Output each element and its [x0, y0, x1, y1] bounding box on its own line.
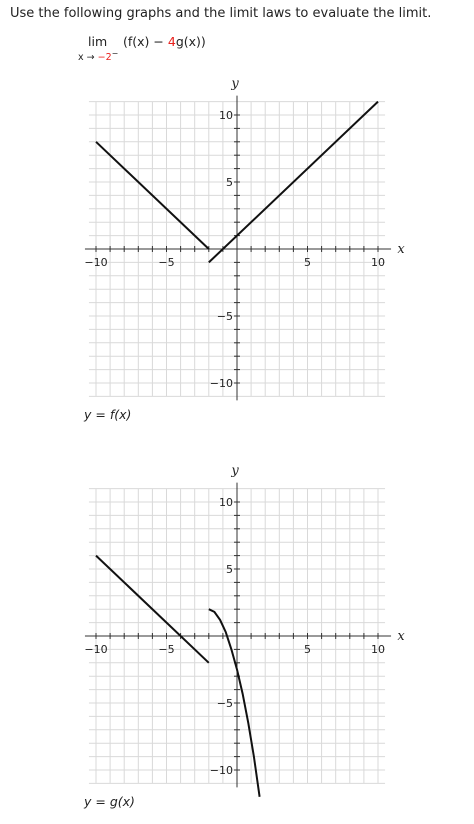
y-tick-label: −10 [209, 377, 233, 390]
x-tick-label: 5 [304, 643, 311, 656]
x-tick-label: −5 [158, 256, 175, 269]
expr-pre: (f(x) − [123, 34, 168, 49]
x-axis-label: x [397, 629, 405, 644]
limit-function [123, 34, 206, 49]
caption-f: y = f(x) [84, 407, 132, 422]
limit-word: lim [88, 34, 108, 49]
caption-g: y = g(x) [84, 794, 135, 809]
y-axis-label: y [231, 463, 239, 479]
y-tick-label: −10 [209, 764, 233, 777]
y-tick-label: 5 [226, 563, 233, 576]
approach-value: −2 [97, 52, 112, 64]
x-tick-label: −5 [158, 643, 175, 656]
y-tick-label: −5 [216, 310, 233, 323]
limit-approach [78, 49, 118, 63]
x-tick-label: −10 [84, 256, 108, 269]
approach-prefix: x → [78, 52, 98, 64]
y-tick-label: −5 [216, 697, 233, 710]
x-tick-label: 10 [371, 643, 385, 656]
approach-side: − [111, 49, 119, 58]
y-axis-label: y [231, 76, 239, 92]
x-tick-label: −10 [84, 643, 108, 656]
y-tick-label: 10 [219, 496, 233, 509]
x-tick-label: 10 [371, 256, 385, 269]
problem-prompt: Use the following graphs and the limit laws to evaluate the limit. [10, 6, 432, 21]
y-tick-label: 10 [219, 109, 233, 122]
x-tick-label: 5 [304, 256, 311, 269]
graph-g [0, 462, 474, 792]
expr-coefficient: 4 [167, 34, 176, 49]
x-axis-label: x [397, 242, 405, 257]
y-tick-label: 5 [226, 176, 233, 189]
graph-f [0, 75, 474, 405]
expr-post: g(x)) [175, 34, 206, 49]
